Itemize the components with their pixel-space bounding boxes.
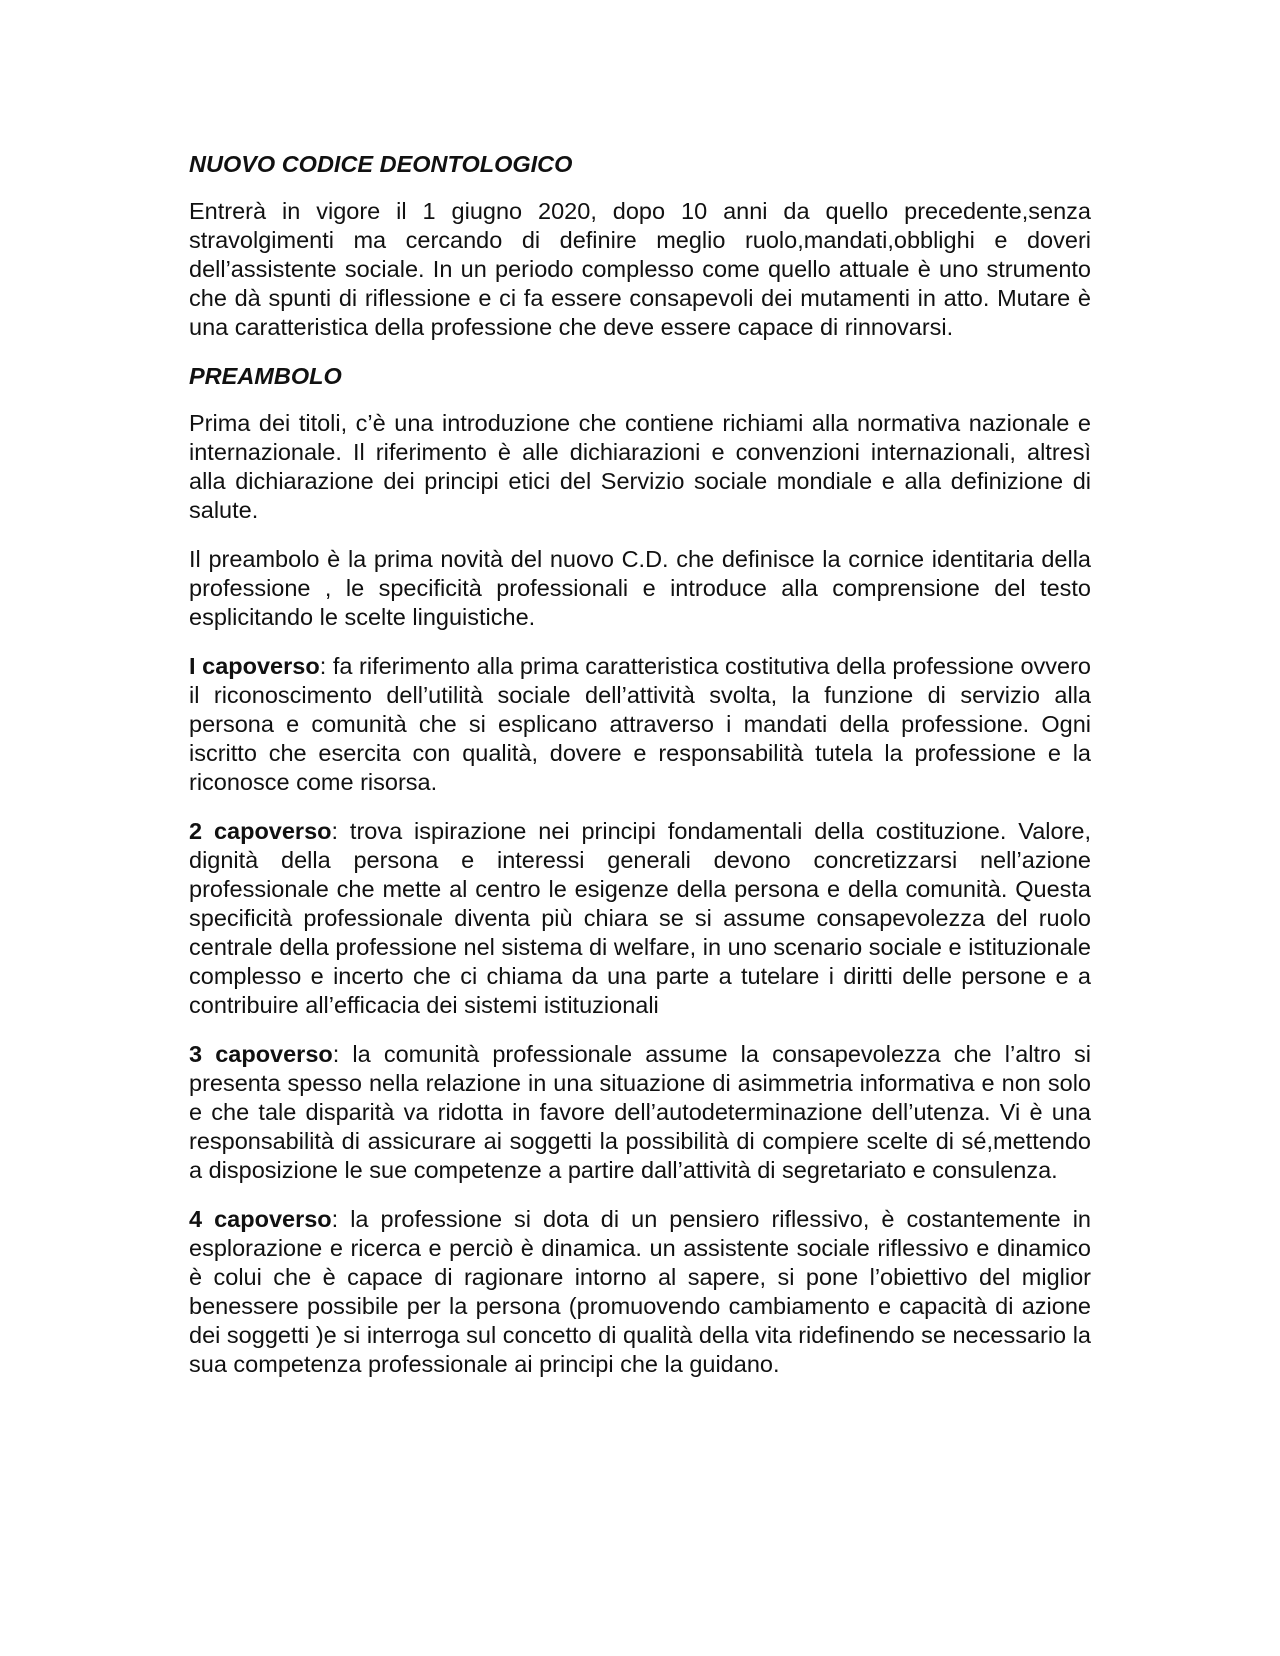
preamble-paragraph-2: Il preambolo è la prima novità del nuovo C.D. che definisce la cornice identitaria della professione , le specificità professionali e introduce alla comprensione del testo esplicitando le scelte linguistiche. <box>189 546 1091 630</box>
document-body <box>189 150 1091 1399</box>
capoverso-4-text: : la professione si dota di un pensiero riflessivo, è costantemente in esplorazione e ricerca e perciò è dinamica. un assistente sociale riflessivo e dinamico è colui che è capace di ragionare intorno al sapere, si pone l’obiettivo del miglior benessere possibile per la persona (promuovendo cambiamento e capacità di azione dei soggetti )e si interroga sul concetto di qualità della vita ridefinendo se necessario la sua competenza professionale ai principi che la guidano. <box>189 1206 1091 1377</box>
capoverso-1-label: I capoverso <box>189 653 320 679</box>
capoverso-1-text: : fa riferimento alla prima caratteristica costitutiva della professione ovvero il riconoscimento dell’utilità sociale dell’attività svolta, la funzione di servizio alla persona e comunità che si esplicano attraverso i mandati della professione. Ogni iscritto che esercita con qualità, dovere e responsabilità tutela la professione e la riconosce come risorsa. <box>189 653 1091 795</box>
capoverso-1-paragraph <box>189 652 1091 797</box>
capoverso-3-paragraph <box>189 1040 1091 1185</box>
capoverso-3-label: 3 capoverso <box>189 1041 333 1067</box>
capoverso-3-text: : la comunità professionale assume la consapevolezza che l’altro si presenta spesso nella relazione in una situazione di asimmetria informativa e non solo e che tale disparità va ridotta in favore dell’autodeterminazione dell’utenza. Vi è una responsabilità di assicurare ai soggetti la possibilità di compiere scelte di sé,mettendo a disposizione le sue competenze a partire dall’attività di segretariato e consulenza. <box>189 1041 1092 1183</box>
capoverso-4-label: 4 capoverso <box>189 1206 332 1232</box>
capoverso-2-paragraph <box>189 817 1091 1020</box>
intro-paragraph: Entrerà in vigore il 1 giugno 2020, dopo 10 anni da quello precedente,senza stravolgimenti ma cercando di definire meglio ruolo,mandati,obblighi e doveri dell’assistente sociale. In un periodo complesso come quello attuale è uno strumento che dà spunti di riflessione e ci fa essere consapevoli dei mutamenti in atto. Mutare è una caratteristica della professione che deve essere capace di rinnovarsi. <box>189 198 1091 340</box>
capoverso-4-paragraph <box>189 1205 1091 1379</box>
capoverso-2-text: : trova ispirazione nei principi fondamentali della costituzione. Valore, dignità della persona e interessi generali devono concretizzarsi nell’azione professionale che mette al centro le esigenze della persona e della comunità. Questa specificità professionale diventa più chiara se si assume consapevolezza del ruolo centrale della professione nel sistema di welfare, in uno scenario sociale e istituzionale complesso e incerto che ci chiama da una parte a tutelare i diritti delle persone e a contribuire all’efficacia dei sistemi istituzionali <box>189 818 1091 1018</box>
preamble-paragraph-1: Prima dei titoli, c’è una introduzione che contiene richiami alla normativa nazionale e internazionale. Il riferimento è alle dichiarazioni e convenzioni internazionali, altresì alla dichiarazione dei principi etici del Servizio sociale mondiale e alla definizione di salute. <box>189 410 1091 523</box>
preamble-heading: PREAMBOLO <box>189 363 342 389</box>
capoverso-2-label: 2 capoverso <box>189 818 332 844</box>
document-title: NUOVO CODICE DEONTOLOGICO <box>189 151 573 177</box>
